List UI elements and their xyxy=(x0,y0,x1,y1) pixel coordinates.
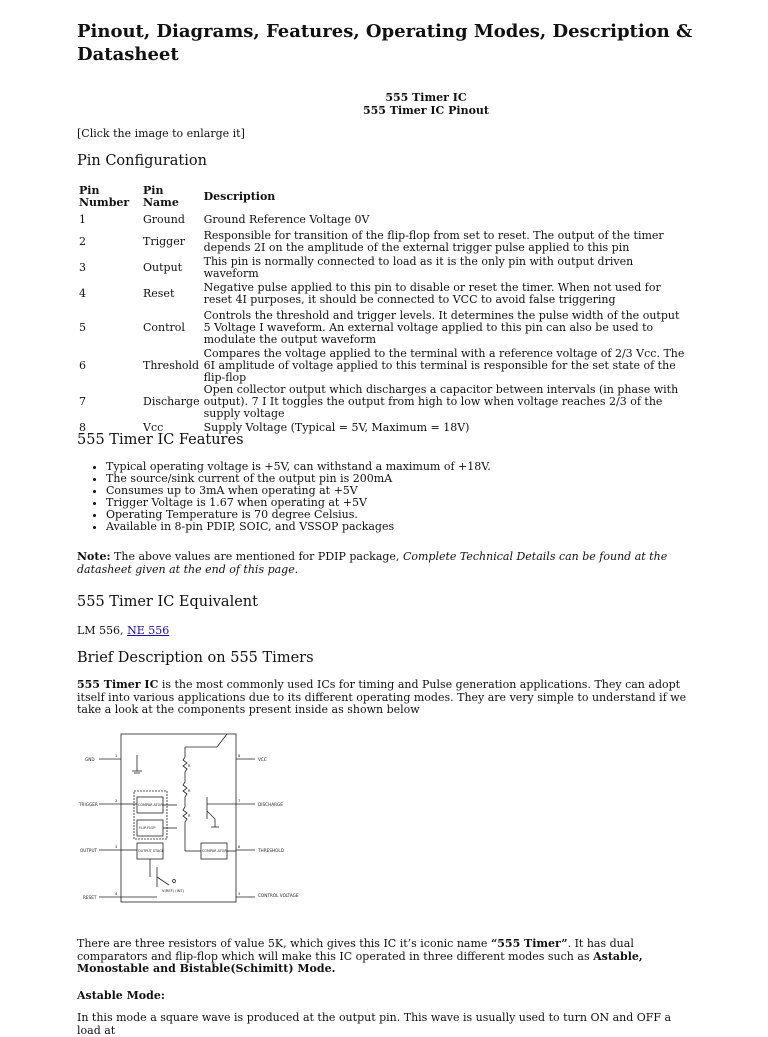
table-row xyxy=(77,280,689,308)
pin-description: Ground Reference Voltage 0V xyxy=(203,213,370,226)
list-item: • Trigger Voltage is 1.67 when operating at +5V xyxy=(106,497,726,509)
table-row xyxy=(77,308,689,348)
list-item: • The source/sink current of the output pin is 200mA xyxy=(106,473,726,485)
pin-name: Vcc xyxy=(143,421,164,434)
brief-paragraph xyxy=(77,679,697,717)
list-item: • Available in 8-pin PDIP, SOIC, and VSSOP packages xyxy=(106,521,726,533)
gnd-label: GND xyxy=(85,757,95,762)
pin-description: This pin is normally connected to load as it is the only pin with output driven waveform xyxy=(203,255,634,280)
pin-3-label: 3 xyxy=(115,845,118,849)
vref-label: V(REF) (INT) xyxy=(162,889,184,893)
pin-number: 4 xyxy=(79,287,86,300)
pin-number: 3 xyxy=(79,261,86,274)
pin-config-table xyxy=(77,182,689,436)
resistor-2-label: R xyxy=(188,789,191,793)
equivalent-text: LM 556, xyxy=(77,624,128,637)
pin-7-label: 7 xyxy=(238,799,241,803)
pin-name: Ground xyxy=(143,213,185,226)
pin-number: 1 xyxy=(79,213,86,226)
pin-number: 5 xyxy=(79,321,86,334)
table-row xyxy=(77,228,689,256)
resistors-text-1: There are three resistors of value 5K, which gives this IC it’s iconic name xyxy=(77,937,491,950)
features-heading: 555 Timer IC Features xyxy=(77,432,244,448)
pin-description: Supply Voltage (Typical = 5V, Maximum = 18V) xyxy=(203,421,470,434)
note-italic: Complete Technical Details can be found at the datasheet given at the end of this page. xyxy=(77,550,668,576)
pin-name: Control xyxy=(143,321,185,334)
resistors-paragraph xyxy=(77,938,697,976)
sub-title-2: 555 Timer IC Pinout xyxy=(362,104,489,117)
header-pin-name: Pin Name xyxy=(143,184,179,209)
block-diagram[interactable] xyxy=(77,727,299,912)
reset-label: RESET xyxy=(83,895,97,900)
comparator-2-label: COMPAR ATOR xyxy=(202,849,227,853)
table-row xyxy=(77,212,689,228)
brief-text: is the most commonly used ICs for timing and Pulse generation applications. They can adopt itself into various applications due to its different operating modes. They are very simple to understand if we take a look at the components present inside as shown below xyxy=(77,678,687,716)
table-row xyxy=(77,348,689,384)
brief-heading: Brief Description on 555 Timers xyxy=(77,650,314,666)
astable-heading: Astable Mode: xyxy=(77,989,165,1002)
note-text: The above values are mentioned for PDIP package, xyxy=(110,550,403,563)
pin-5-label: 5 xyxy=(238,892,241,896)
table-row xyxy=(77,256,689,280)
pin-number: 8 xyxy=(79,421,86,434)
note-paragraph xyxy=(77,551,697,576)
pin-number: 7 xyxy=(79,395,86,408)
discharge-label: DISCHARGE xyxy=(258,802,283,807)
threshold-label: THRESHOLD xyxy=(258,848,284,853)
output-stage-label: OUTPUT STAGE xyxy=(138,849,164,853)
flipflop-label: FLIP FLOP xyxy=(139,826,156,830)
vcc-label: VCC xyxy=(258,757,267,762)
resistors-bold-1: “555 Timer” xyxy=(490,937,568,950)
brief-bold-lead: 555 Timer IC xyxy=(77,678,159,691)
click-note[interactable]: [Click the image to enlarge it] xyxy=(77,127,245,140)
resistors-text-2: . It has dual comparators and flip-flop which will make this IC operated in three different modes such as xyxy=(77,937,634,963)
list-item: • Consumes up to 3mA when operating at +5V xyxy=(106,485,726,497)
table-header-row xyxy=(77,182,689,212)
list-item: • Typical operating voltage is +5V, can withstand a maximum of +18V. xyxy=(106,461,726,473)
pin-8-label: 8 xyxy=(238,754,241,758)
note-label: Note: xyxy=(77,550,111,563)
ic-body xyxy=(121,734,236,902)
resistor-1-label: R xyxy=(188,764,191,768)
equivalent-line xyxy=(77,624,169,637)
pin-name: Discharge xyxy=(143,395,200,408)
pin-name: Threshold xyxy=(143,359,200,372)
astable-paragraph: In this mode a square wave is produced at the output pin. This wave is usually used to turn ON and OFF a load at xyxy=(77,1011,672,1037)
resistor-3-label: R xyxy=(188,814,191,818)
pin-6-label: 6 xyxy=(238,845,241,849)
pin-description: Open collector output which discharges a capacitor between intervals (in phase with output). 7 I It toggles the output from high to low when voltage reaches 2/3 of the supply voltage xyxy=(203,383,679,420)
header-pin-number: Pin Number xyxy=(79,184,130,209)
features-list xyxy=(77,461,726,533)
pin-number: 6 xyxy=(79,359,86,372)
pin-name: Reset xyxy=(143,287,175,300)
pin-description: Controls the threshold and trigger levels. It determines the pulse width of the output 5 Voltage I waveform. An external voltage applied to this pin can also be used to modulate the output waveform xyxy=(203,309,680,346)
pin-config-heading: Pin Configuration xyxy=(77,153,207,169)
comparator-1-label: COMPAR ATOR xyxy=(138,803,163,807)
sub-title-1: 555 Timer IC xyxy=(385,91,467,104)
pin-1-label: 1 xyxy=(115,754,118,758)
pin-description: Responsible for transition of the flip-flop from set to reset. The output of the timer depends 2I on the amplitude of the external trigger pulse applied to this pin xyxy=(203,229,664,254)
pin-2-label: 2 xyxy=(115,799,118,803)
control-label: CONTROL VOLTAGE xyxy=(258,893,299,898)
pin-description: Negative pulse applied to this pin to disable or reset the timer. When not used for reset 4I purposes, it should be connected to VCC to avoid false triggering xyxy=(203,281,661,306)
output-label: OUTPUT xyxy=(80,848,98,853)
resistors-bold-2: Astable, Monostable and Bistable(Schimitt) Mode. xyxy=(77,949,643,975)
ne556-link[interactable]: NE 556 xyxy=(127,624,170,637)
pin-name: Output xyxy=(143,261,183,274)
trigger-label: TRIGGER xyxy=(79,802,98,807)
equivalent-heading: 555 Timer IC Equivalent xyxy=(77,594,258,610)
list-item: • Operating Temperature is 70 degree Celsius. xyxy=(106,509,726,521)
table-row xyxy=(77,384,689,420)
pin-name: Trigger xyxy=(143,235,185,248)
page-title: Pinout, Diagrams, Features, Operating Modes, Description & Datasheet xyxy=(77,21,693,65)
pin-number: 2 xyxy=(79,235,86,248)
pin-4-label: 4 xyxy=(115,892,118,896)
header-description: Description xyxy=(203,190,276,203)
pin-description: Compares the voltage applied to the terminal with a reference voltage of 2/3 Vcc. The 6I amplitude of voltage applied to this terminal is responsible for the set state of the flip-flop xyxy=(203,347,685,384)
